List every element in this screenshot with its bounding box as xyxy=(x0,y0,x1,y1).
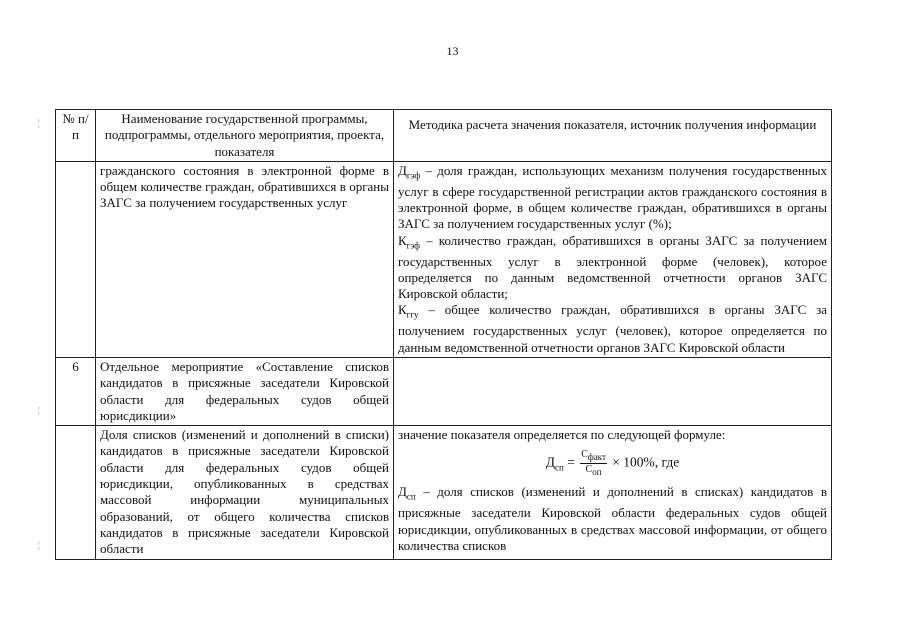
denominator-subscript: оп xyxy=(592,467,602,478)
symbol-subscript: сп xyxy=(406,492,416,503)
formula-lhs-subscript: сп xyxy=(555,462,564,473)
definition-kgef xyxy=(398,233,827,303)
definition-text: – доля граждан, использующих механизм получения государственных услуг в сфере государственной регистрации актов гражданского состояния в электронной форме, в общем количестве граждан, обратившихся в органы ЗАГС за получением государственных услуг (%); xyxy=(398,162,827,232)
row-method-cell xyxy=(394,357,832,425)
row-name-cell: Отдельное мероприятие «Составление списков кандидатов в присяжные заседатели Кировской области для федеральных судов общей юрисдикции» xyxy=(96,357,394,425)
row-method-cell xyxy=(394,426,832,559)
symbol: К xyxy=(398,302,407,318)
row-name-cell: Доля списков (изменений и дополнений в списки) кандидатов в присяжные заседатели Кировской области для федеральных судов общей юрисдикции, опубликованных в средствах массовой информации муниципальных образований, от общего количества списков кандидатов в присяжные заседатели Кировской области xyxy=(96,426,394,559)
page-number: 13 xyxy=(446,44,459,58)
row-num-cell xyxy=(56,161,96,357)
symbol: К xyxy=(398,232,407,248)
table-row xyxy=(56,161,832,357)
denominator-symbol: С xyxy=(585,464,593,476)
row-method-cell xyxy=(394,161,832,357)
formula-lhs: Д xyxy=(545,455,555,471)
definition-text: – количество граждан, обратившихся в органы ЗАГС за получением государственных услуг в электронной форме (человек), которое определяется по данным ведомственной отчетности органов ЗАГС Кировской области; xyxy=(398,232,827,302)
symbol-subscript: ггу xyxy=(406,310,419,321)
indicator-table xyxy=(55,109,832,560)
definition-dgef xyxy=(398,163,827,233)
formula-intro: значение показателя определяется по следующей формуле: xyxy=(398,427,726,443)
formula: $Д_{сп}$ = $\frac{С_{факт}}{С_{оп}}$ × 100%, где xyxy=(545,449,680,478)
symbol-subscript: гэф xyxy=(406,240,421,251)
definition-dsp xyxy=(398,484,827,554)
numerator-symbol: С xyxy=(581,449,588,461)
fraction-denominator xyxy=(580,464,607,478)
symbol-subscript: гэф xyxy=(406,170,421,181)
row-name-cell: гражданского состояния в электронной форме в общем количестве граждан, обратившихся в органы ЗАГС за получением государственных услуг xyxy=(96,161,394,357)
table-row xyxy=(56,426,832,559)
header-num: № п/п xyxy=(56,110,96,162)
definition-kggu xyxy=(398,302,827,355)
symbol: Д xyxy=(398,484,407,500)
formula-fraction xyxy=(580,449,607,478)
symbol: Д xyxy=(398,162,407,178)
table-row xyxy=(56,357,832,425)
header-name: Наименование государственной программы, подпрограммы, отдельного мероприятия, проекта, показателя xyxy=(96,110,394,162)
definition-text: – общее количество граждан, обратившихся в органы ЗАГС за получением государственных услуг (человек), которое определяется по данным ведомственной отчетности органов ЗАГС Кировской области xyxy=(398,302,827,355)
row-num-cell xyxy=(56,426,96,559)
table-header-row xyxy=(56,110,832,162)
definition-text: – доля списков (изменений и дополнений в списках) кандидатов в присяжные заседатели Кировской области федеральных судов общей юрисдикции, опубликованных в средствах массовой информации, от общего количества списков xyxy=(398,484,827,553)
fraction-numerator xyxy=(580,449,607,464)
margin-mark: ¦ xyxy=(38,405,40,415)
margin-mark: ¦ xyxy=(38,540,40,550)
header-method: Методика расчета значения показателя, источник получения информации xyxy=(394,110,832,162)
row-num-cell: 6 xyxy=(56,357,96,425)
formula-tail: × 100%, где xyxy=(612,455,680,471)
margin-mark: ¦ xyxy=(38,118,40,128)
numerator-subscript: факт xyxy=(587,452,606,463)
